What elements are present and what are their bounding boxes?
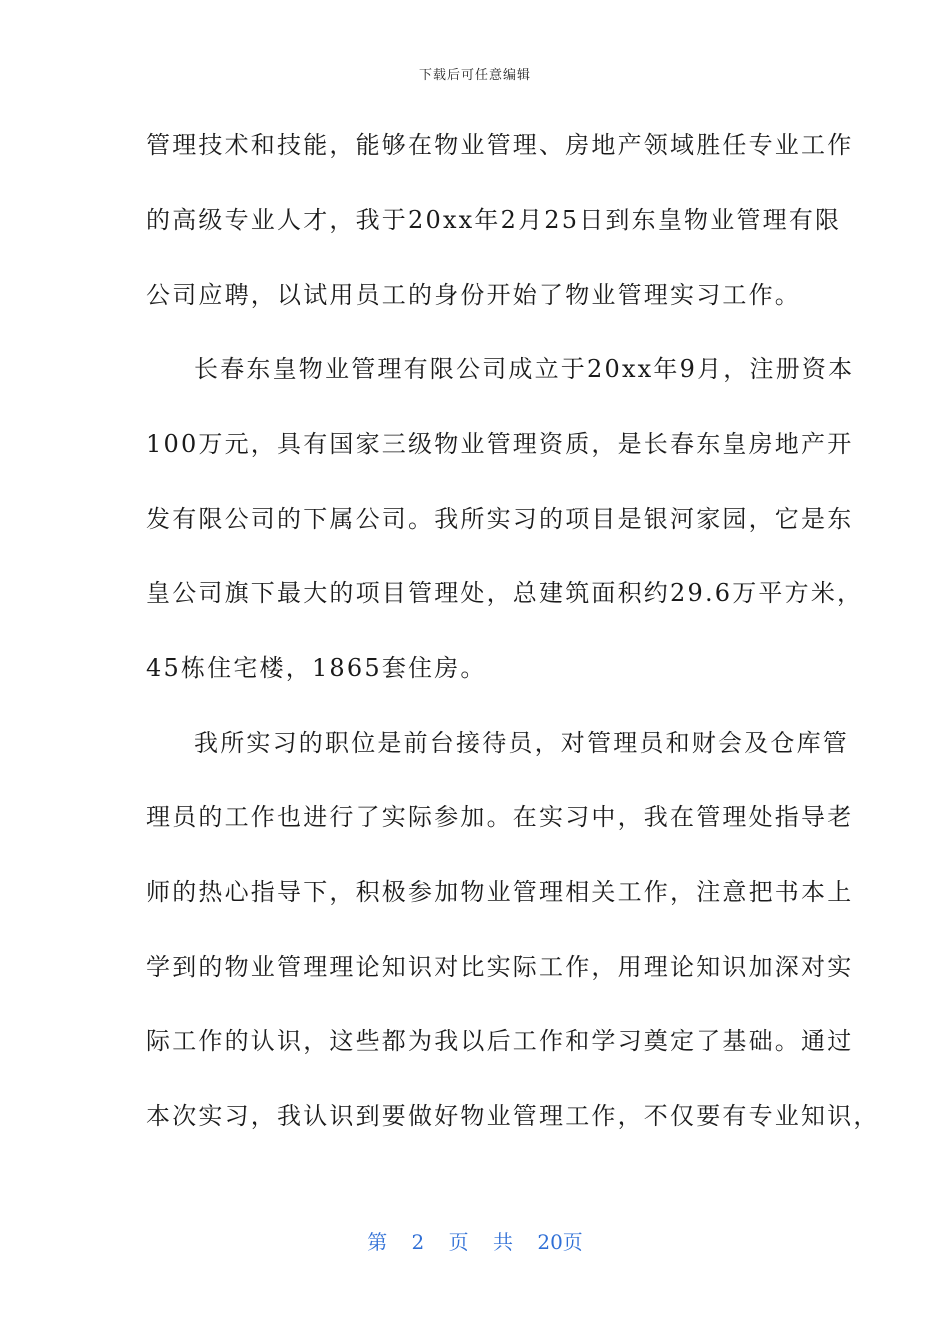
body-text-line: 际工作的认识，这些都为我以后工作和学习奠定了基础。通过 — [146, 1027, 854, 1055]
page-header-note: 下载后可任意编辑 — [418, 68, 531, 83]
total-prefix: 共 — [493, 1230, 513, 1254]
total-pages: 20页 — [537, 1230, 583, 1254]
body-text-line: 管理技术和技能，能够在物业管理、房地产领域胜任专业工作 — [146, 131, 854, 159]
body-text-line: 100万元，具有国家三级物业管理资质，是长春东皇房地产开 — [146, 430, 854, 458]
body-text-line: 本次实习，我认识到要做好物业管理工作，不仅要有专业知识， — [146, 1102, 880, 1130]
body-text-line: 学到的物业管理理论知识对比实际工作，用理论知识加深对实 — [146, 953, 854, 981]
body-text-line: 我所实习的职位是前台接待员，对管理员和财会及仓库管 — [194, 729, 849, 757]
page-number: 2 — [411, 1230, 425, 1254]
body-text-line: 45栋住宅楼，1865套住房。 — [146, 654, 487, 682]
body-text-line: 师的热心指导下，积极参加物业管理相关工作，注意把书本上 — [146, 878, 854, 906]
page-label-prefix: 第 — [367, 1230, 388, 1254]
page-label-mid: 页 — [448, 1230, 469, 1254]
body-text-line: 皇公司旗下最大的项目管理处，总建筑面积约29.6万平方米， — [146, 579, 864, 607]
body-text-line: 长春东皇物业管理有限公司成立于20xx年9月，注册资本 — [194, 355, 855, 383]
body-text-line: 公司应聘，以试用员工的身份开始了物业管理实习工作。 — [146, 281, 801, 309]
body-text-line: 发有限公司的下属公司。我所实习的项目是银河家园，它是东 — [146, 505, 854, 533]
body-text-line: 的高级专业人才，我于20xx年2月25日到东皇物业管理有限 — [146, 206, 842, 234]
page-footer — [0, 1226, 950, 1255]
body-text-line: 理员的工作也进行了实际参加。在实习中，我在管理处指导老 — [146, 803, 854, 831]
